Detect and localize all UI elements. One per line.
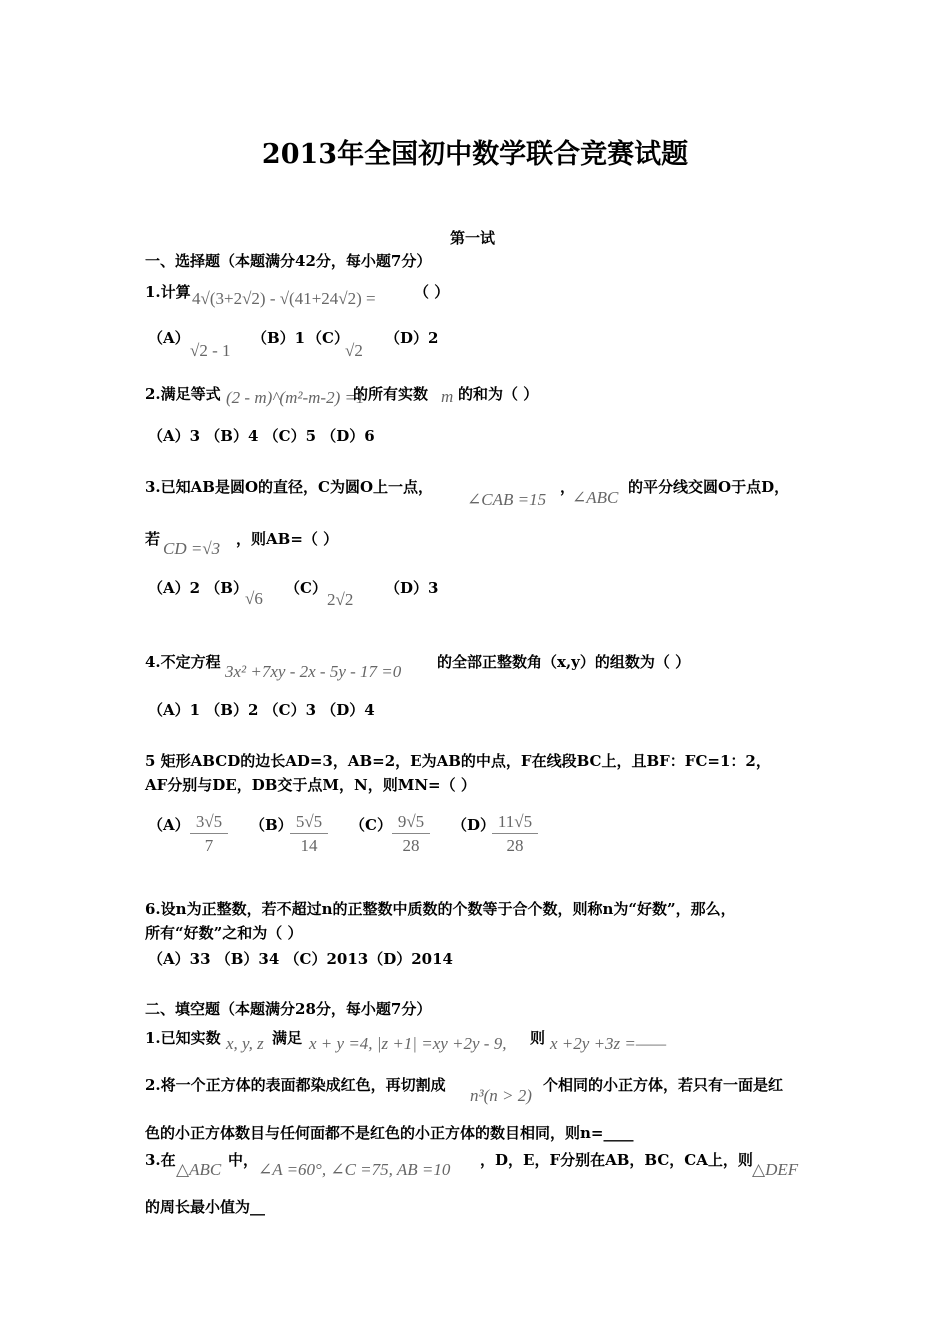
q5-option-b-fraction [290, 811, 328, 858]
s2q1-condition: x + y =4, |z +1| =xy +2y - 9, [309, 1034, 507, 1053]
q1-option-a: （A） [148, 329, 190, 347]
q6-options: （A）33 （B）34 （C）2013（D）2014 [148, 950, 453, 968]
q5-line2: AF分别与DE，DB交于点M，N，则MN=（ ） [145, 776, 476, 794]
q1-option-c: （C） [307, 329, 349, 347]
page-title: 2013年全国初中数学联合竞赛试题 [261, 139, 689, 170]
s2q3-mid: 中， [228, 1151, 259, 1169]
s2q2-line1-start: 2.将一个正方体的表面都染成红色，再切割成 [145, 1076, 446, 1094]
s2q1-prefix: 1.已知实数 [145, 1029, 221, 1047]
s2q1-target: x +2y +3z =—— [550, 1034, 667, 1053]
q1-option-a-value: √2 - 1 [190, 341, 231, 360]
q5-option-b-numerator: 5√5 [290, 811, 328, 834]
q5-option-a-denominator: 7 [204, 836, 214, 855]
q1-expression: 4√(3+2√2) - √(41+24√2) = [192, 289, 376, 308]
q1-blank: （ ） [414, 283, 450, 301]
q5-option-a-fraction [190, 811, 228, 858]
q3-cd-expression: CD =√3 [163, 539, 221, 558]
q2-prefix-text: 2.满足等式 [145, 385, 221, 403]
q3-option-c: （C） [285, 579, 327, 597]
q5-option-d-fraction [492, 811, 538, 858]
s2q3-line2: 的周长最小值为__ [145, 1198, 266, 1216]
q1-option-b: （B）1 [252, 329, 306, 347]
q5-option-c-numerator: 9√5 [392, 811, 430, 834]
s2q1-then: 则 [530, 1029, 546, 1047]
q1-prefix: 1.计算 [145, 283, 191, 301]
s2q3-triangle-def: △DEF [752, 1160, 799, 1179]
q5-option-d-denominator: 28 [506, 836, 524, 855]
q3-line1-end: 的平分线交圆O于点D， [628, 478, 790, 496]
s2q3-text: ，D，E，F分别在AB，BC，CA上，则 [480, 1151, 753, 1169]
s2q2-expression: n³(n > 2) [470, 1086, 532, 1105]
q4-options: （A）1 （B）2 （C）3 （D）4 [148, 701, 375, 719]
q2-suffix: 的和为（ ） [458, 385, 539, 403]
q1-option-c-value: √2 [345, 341, 363, 360]
q5-option-b-denominator: 14 [300, 836, 318, 855]
q2-variable: m [441, 387, 454, 406]
section2-heading: 二、填空题（本题满分28分，每小题7分） [145, 1000, 432, 1018]
q1-option-d: （D）2 [385, 329, 439, 347]
q5-option-b: （B） [250, 816, 293, 834]
q3-line2-end: ，则AB=（ ） [236, 530, 339, 548]
s2q1-mid: 满足 [272, 1029, 303, 1047]
q6-line2: 所有“好数”之和为（ ） [145, 924, 303, 942]
s2q2-line1-end: 个相同的小正方体，若只有一面是红 [543, 1076, 784, 1094]
part-heading: 第一试 [450, 229, 496, 247]
q5-line1: 5 矩形ABCD的边长AD=3，AB=2，E为AB的中点，F在线段BC上，且BF：FC=1：2， [145, 752, 771, 770]
q5-option-d-numerator: 11√5 [492, 811, 538, 834]
q3-option-d: （D）3 [385, 579, 439, 597]
q3-angle-abc: ∠ABC [572, 488, 619, 507]
q2-options: （A）3 （B）4 （C）5 （D）6 [148, 427, 375, 445]
q3-option-b-value: √6 [245, 589, 263, 608]
q5-option-c: （C） [350, 816, 392, 834]
q4-prefix: 4.不定方程 [145, 653, 221, 671]
q4-equation: 3x² +7xy - 2x - 5y - 17 =0 [225, 662, 402, 681]
q4-suffix: 的全部正整数角（x,y）的组数为（ ） [437, 653, 691, 671]
q5-option-a: （A） [148, 816, 190, 834]
q5-option-a-numerator: 3√5 [190, 811, 228, 834]
q5-option-d: （D） [452, 816, 496, 834]
s2q2-line2: 色的小正方体数目与任何面都不是红色的小正方体的数目相同，则n=____ [145, 1124, 634, 1142]
q3-line1: 3.已知AB是圆O的直径，C为圆O上一点， [145, 478, 434, 496]
s2q3-prefix: 3.在 [145, 1151, 176, 1169]
s2q3-triangle-abc: △ABC [176, 1160, 222, 1179]
q6-line1: 6.设n为正整数，若不超过n的正整数中质数的个数等于合个数，则称n为“好数”，那么， [145, 900, 736, 918]
q2-mid: 的所有实数 [353, 385, 429, 403]
q3-option-ab: （A）2 （B） [148, 579, 248, 597]
q3-line2-start: 若 [145, 530, 161, 548]
s2q1-vars: x, y, z [226, 1034, 264, 1053]
section1-heading: 一、选择题（本题满分42分，每小题7分） [145, 252, 432, 270]
q3-option-c-value: 2√2 [327, 590, 354, 609]
q5-option-c-denominator: 28 [402, 836, 420, 855]
q3-angle-cab: ∠CAB =15 [467, 490, 547, 509]
q3-comma: ， [560, 478, 576, 496]
q2-expression: (2 - m)^(m²-m-2) =1 [226, 388, 365, 407]
s2q3-condition: ∠A =60°, ∠C =75, AB =10 [258, 1160, 451, 1179]
q5-option-c-fraction [392, 811, 430, 858]
